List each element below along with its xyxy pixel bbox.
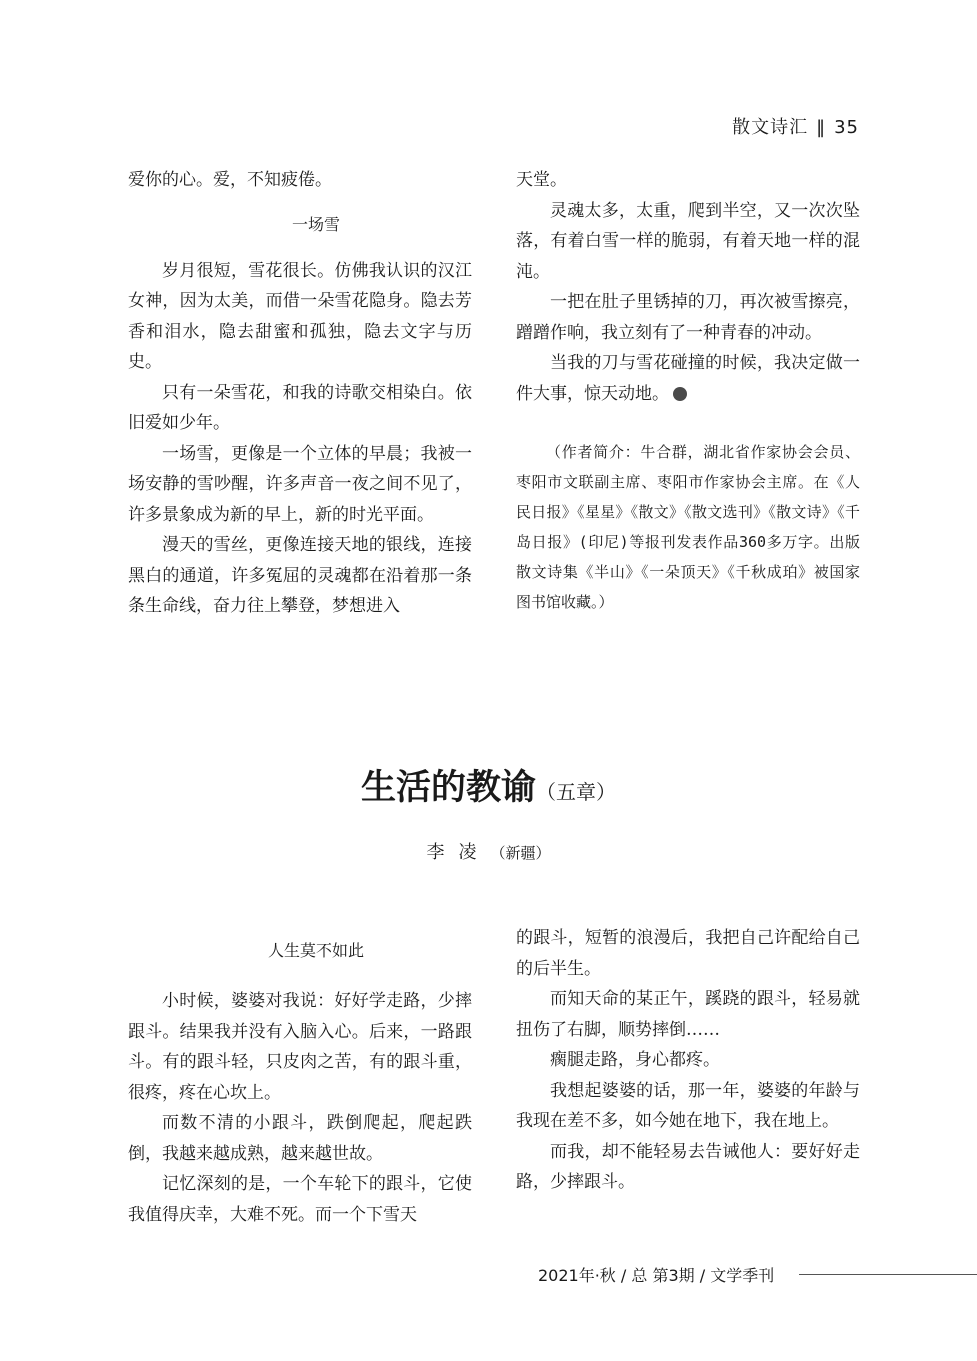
paragraph: 一场雪，更像是一个立体的早晨；我被一场安静的雪吵醒，许多声音一夜之间不见了，许多景象成为新的早上，新的时光平面。: [128, 443, 472, 525]
end-mark-icon: [673, 387, 687, 401]
paragraph: 岁月很短，雪花很长。仿佛我认识的汉江女神，因为太美，而借一朵雪花隐身。隐去芳香和泪水，隐去甜蜜和孤独，隐去文字与历史。: [128, 260, 472, 372]
section-title: 一场雪: [291, 214, 340, 234]
right-column-top: [516, 165, 860, 617]
running-header: [732, 113, 859, 139]
section-title: 人生莫不如此: [267, 941, 364, 960]
paragraph: 而我，却不能轻易去告诫他人：要好好走路，少摔跟斗。: [516, 1141, 860, 1192]
paragraph: 我想起婆婆的话，那一年，婆婆的年龄与我现在差不多，如今她在地下，我在地上。: [516, 1080, 860, 1131]
paragraph: [516, 348, 860, 409]
paragraph: 记忆深刻的是，一个车轮下的跟斗，它使我值得庆幸，大难不死。而一个下雪天: [128, 1174, 472, 1225]
author-name: 李凌: [426, 842, 491, 863]
continued-text: 爱你的心。爱，不知疲倦。: [128, 170, 332, 190]
paragraph: 一把在肚子里锈掉的刀，再次被雪擦亮，蹭蹭作响，我立刻有了一种青春的冲动。: [516, 292, 860, 343]
paragraph: 瘸腿走路，身心都疼。: [550, 1050, 720, 1070]
paragraph: 灵魂太多，太重，爬到半空，又一次次坠落，有着白雪一样的脆弱，有着天地一样的混沌。: [516, 200, 860, 282]
page-number: 35: [834, 117, 859, 138]
right-column-bottom: [516, 923, 860, 1198]
footer-rule: [799, 1274, 977, 1275]
paragraph: 只有一朵雪花，和我的诗歌交相染白。依旧爱如少年。: [128, 382, 472, 433]
left-column-bottom: [128, 928, 472, 1230]
article-title: [0, 760, 977, 810]
paragraph: 漫天的雪丝，更像连接天地的银线，连接黑白的通道，许多冤屈的灵魂都在沿着那一条条生命线，奋力往上攀登，梦想进入: [128, 535, 472, 616]
paragraph: 小时候，婆婆对我说：好好学走路，少摔跟斗。结果我并没有入脑入心。后来，一路跟斗。有的跟斗轻，只皮肉之苦，有的跟斗重，很疼，疼在心坎上。: [128, 991, 472, 1103]
author-bio: （作者简介：牛合群，湖北省作家协会会员、枣阳市文联副主席、枣阳市作家协会主席。在《人民日报》《星星》《散文》《散文选刊》《散文诗》《千岛日报》(印尼)等报刊发表作品360多万字。出版散文诗集《半山》《一朵顶天》《千秋成珀》被国家图书馆收藏。）: [516, 443, 860, 611]
header-separator: ‖: [816, 117, 827, 138]
title-text: 生活的教谕: [360, 768, 536, 808]
continued-text: 天堂。: [516, 170, 567, 190]
issue-info: 2021年·秋 / 总 第3期 / 文学季刊: [538, 1266, 775, 1285]
byline: [0, 838, 977, 864]
left-column-top: [128, 165, 472, 622]
section-name: 散文诗汇: [732, 117, 809, 138]
paragraph: 而数不清的小跟斗，跌倒爬起，爬起跌倒，我越来越成熟，越来越世故。: [128, 1113, 472, 1164]
author-location: （新疆）: [490, 844, 551, 862]
paragraph-text: 当我的刀与雪花碰撞的时候，我决定做一件大事，惊天动地。: [516, 353, 860, 404]
paragraph: 而知天命的某正午，蹊跷的跟斗，轻易就扭伤了右脚，顺势摔倒……: [516, 989, 860, 1040]
title-subtitle: （五章）: [536, 780, 616, 804]
continued-text: 的跟斗，短暂的浪漫后，我把自己许配给自己的后半生。: [516, 928, 860, 979]
running-footer: [516, 1263, 977, 1287]
